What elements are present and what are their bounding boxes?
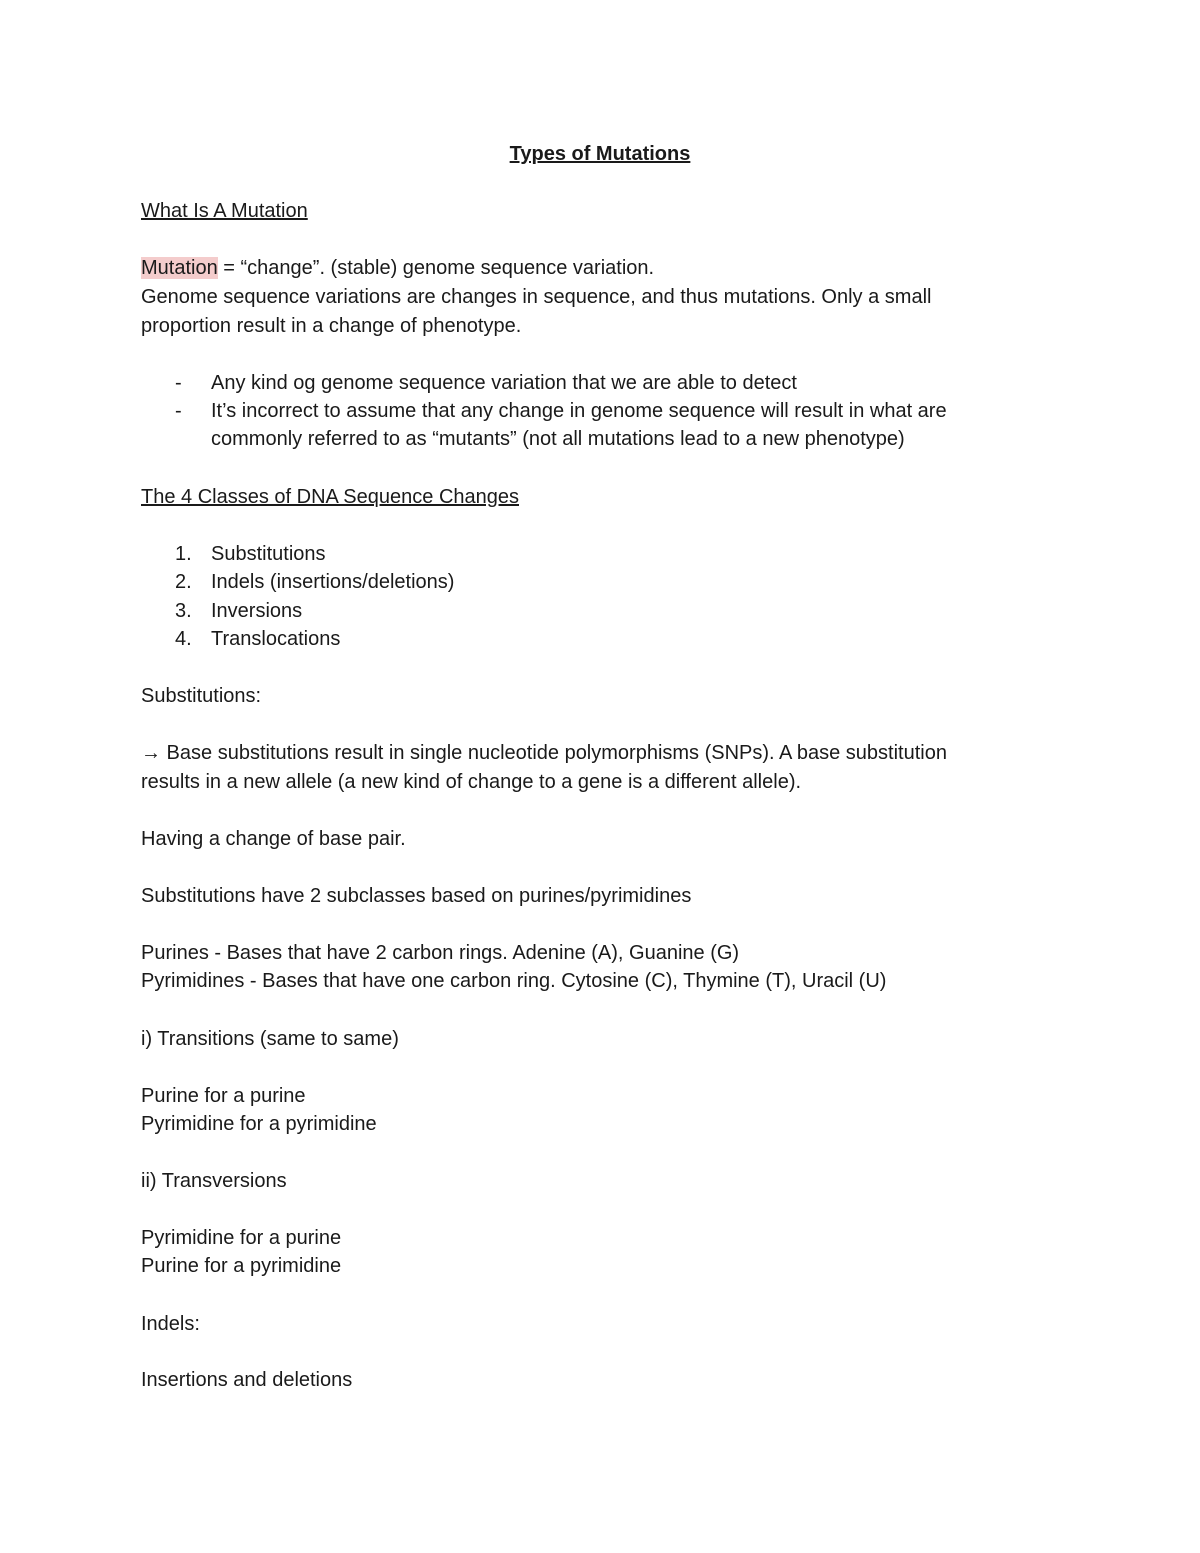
bullet-marker: - bbox=[175, 372, 182, 394]
list-item: Indels (insertions/deletions) bbox=[211, 571, 455, 593]
paragraph-line: Having a change of base pair. bbox=[141, 828, 406, 850]
list-item: Purine for a purine bbox=[141, 1085, 306, 1107]
section-heading-what-is-mutation: What Is A Mutation bbox=[141, 200, 308, 222]
list-item: Translocations bbox=[211, 628, 341, 650]
paragraph-line: Genome sequence variations are changes in sequence, and thus mutations. Only a small bbox=[141, 286, 932, 308]
list-item: Pyrimidine for a purine bbox=[141, 1227, 342, 1249]
transitions-heading: i) Transitions (same to same) bbox=[141, 1028, 399, 1050]
list-item: Purine for a pyrimidine bbox=[141, 1255, 342, 1277]
indels-label: Indels: bbox=[141, 1313, 200, 1335]
section-heading-four-classes: The 4 Classes of DNA Sequence Changes bbox=[141, 486, 519, 508]
bullet-item: It’s incorrect to assume that any change in genome sequence will result in what are bbox=[211, 400, 947, 422]
paragraph-line: Substitutions have 2 subclasses based on purines/pyrimidines bbox=[141, 885, 692, 907]
paragraph-line: proportion result in a change of phenotype. bbox=[141, 315, 522, 337]
definition-text: = “change”. (stable) genome sequence variation. bbox=[217, 257, 655, 279]
paragraph-line: Insertions and deletions bbox=[141, 1369, 353, 1391]
list-item: Substitutions bbox=[211, 543, 326, 565]
list-number: 2. bbox=[175, 571, 192, 593]
list-item: Inversions bbox=[211, 600, 303, 622]
list-number: 1. bbox=[175, 543, 192, 565]
substitutions-label: Substitutions: bbox=[141, 685, 262, 707]
paragraph-line: → Base substitutions result in single nucleotide polymorphisms (SNPs). A base substitution bbox=[141, 742, 947, 764]
purines-definition: Purines - Bases that have 2 carbon rings. Adenine (A), Guanine (G) bbox=[141, 942, 740, 964]
mutation-definition bbox=[141, 254, 654, 282]
pyrimidines-definition: Pyrimidines - Bases that have one carbon ring. Cytosine (C), Thymine (T), Uracil (U) bbox=[141, 970, 887, 992]
bullet-marker: - bbox=[175, 400, 182, 422]
bullet-item: Any kind og genome sequence variation that we are able to detect bbox=[211, 372, 797, 394]
transversions-heading: ii) Transversions bbox=[141, 1170, 287, 1192]
document-title: Types of Mutations bbox=[509, 143, 691, 165]
bullet-item-continuation: commonly referred to as “mutants” (not all mutations lead to a new phenotype) bbox=[211, 428, 905, 450]
paragraph-line: results in a new allele (a new kind of change to a gene is a different allele). bbox=[141, 771, 802, 793]
list-number: 4. bbox=[175, 628, 192, 650]
list-number: 3. bbox=[175, 600, 192, 622]
list-item: Pyrimidine for a pyrimidine bbox=[141, 1113, 377, 1135]
highlighted-term: Mutation bbox=[141, 257, 218, 279]
